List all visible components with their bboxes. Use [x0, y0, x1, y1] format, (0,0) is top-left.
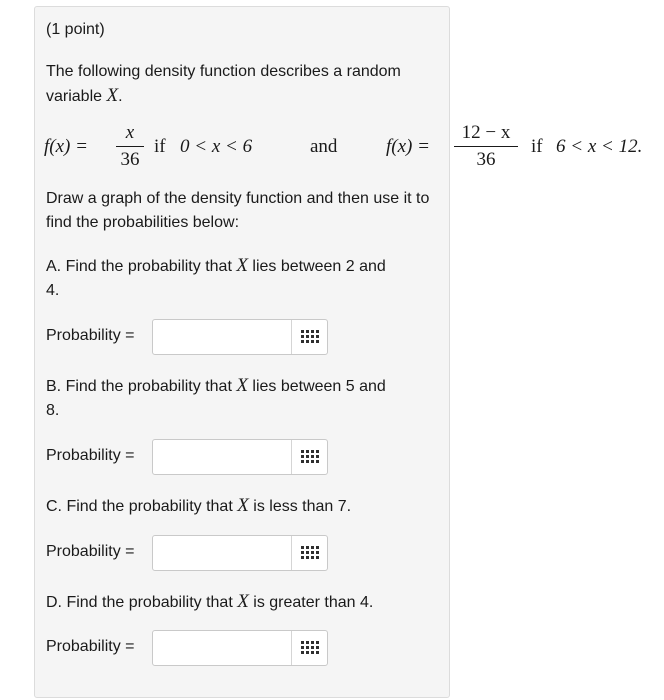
keypad-grid-icon	[301, 546, 319, 560]
part-d-answer-box	[152, 630, 328, 666]
part-a-question	[46, 254, 426, 303]
part-d-prefix: D. Find the probability that	[46, 594, 238, 611]
part-b-variable: X	[236, 375, 248, 396]
instruction-text: Draw a graph of the density function and then use it to find the probabilities below:	[46, 190, 430, 231]
part-a-suffix: lies between 2 and	[247, 258, 386, 275]
part-a-keypad-button[interactable]	[291, 320, 327, 354]
f1-fraction	[116, 122, 144, 171]
part-b-line2: 8.	[46, 402, 60, 419]
f2-lhs: f(x) =	[386, 136, 430, 157]
f2-fraction	[454, 122, 518, 171]
part-d-variable: X	[237, 591, 249, 612]
keypad-grid-icon	[301, 641, 319, 655]
part-a-answer-label: Probability =	[46, 327, 135, 344]
part-b-answer-label: Probability =	[46, 447, 135, 464]
part-c-prefix: C. Find the probability that	[46, 498, 238, 515]
part-a-variable: X	[236, 255, 248, 276]
part-b-answer-input[interactable]	[153, 440, 291, 472]
part-c-question	[46, 494, 426, 519]
part-a-answer-box	[152, 319, 328, 355]
part-c-suffix: is less than 7.	[248, 498, 352, 515]
keypad-grid-icon	[301, 330, 319, 344]
part-d-keypad-button[interactable]	[291, 631, 327, 665]
part-d-answer-input[interactable]	[153, 631, 291, 663]
f2-condition: 6 < x < 12.	[556, 136, 643, 157]
f2-numerator: 12 − x	[461, 122, 511, 143]
f1-condition: 0 < x < 6	[180, 136, 253, 157]
part-a-line2: 4.	[46, 282, 60, 299]
intro-suffix: .	[118, 88, 123, 105]
part-b-answer-box	[152, 439, 328, 475]
part-c-keypad-button[interactable]	[291, 536, 327, 570]
f1-if: if	[154, 136, 166, 157]
part-a-answer-input[interactable]	[153, 320, 291, 352]
part-c-variable: X	[237, 495, 249, 516]
f2-if: if	[531, 136, 543, 157]
part-a-prefix: A. Find the probability that	[46, 258, 237, 275]
intro-text	[46, 60, 441, 109]
keypad-grid-icon	[301, 450, 319, 464]
f1-fraction-bar	[116, 146, 144, 147]
part-b-prefix: B. Find the probability that	[46, 378, 237, 395]
f2-denominator: 36	[476, 149, 496, 170]
part-c-answer-input[interactable]	[153, 536, 291, 568]
and-word: and	[310, 136, 338, 157]
points-label: (1 point)	[46, 21, 105, 38]
f1-lhs: f(x) =	[44, 136, 88, 157]
f2-fraction-bar	[454, 146, 518, 147]
part-d-suffix: is greater than 4.	[248, 594, 374, 611]
part-d-answer-label: Probability =	[46, 638, 135, 655]
part-d-question	[46, 590, 426, 615]
f1-denominator: 36	[120, 149, 140, 170]
part-c-answer-label: Probability =	[46, 543, 135, 560]
intro-prefix: The following density function describes a random variable	[46, 63, 401, 105]
variable-x: X	[106, 85, 119, 106]
part-c-answer-box	[152, 535, 328, 571]
part-b-question	[46, 374, 426, 423]
part-b-keypad-button[interactable]	[291, 440, 327, 474]
f1-numerator: x	[125, 122, 135, 143]
part-b-suffix: lies between 5 and	[247, 378, 386, 395]
